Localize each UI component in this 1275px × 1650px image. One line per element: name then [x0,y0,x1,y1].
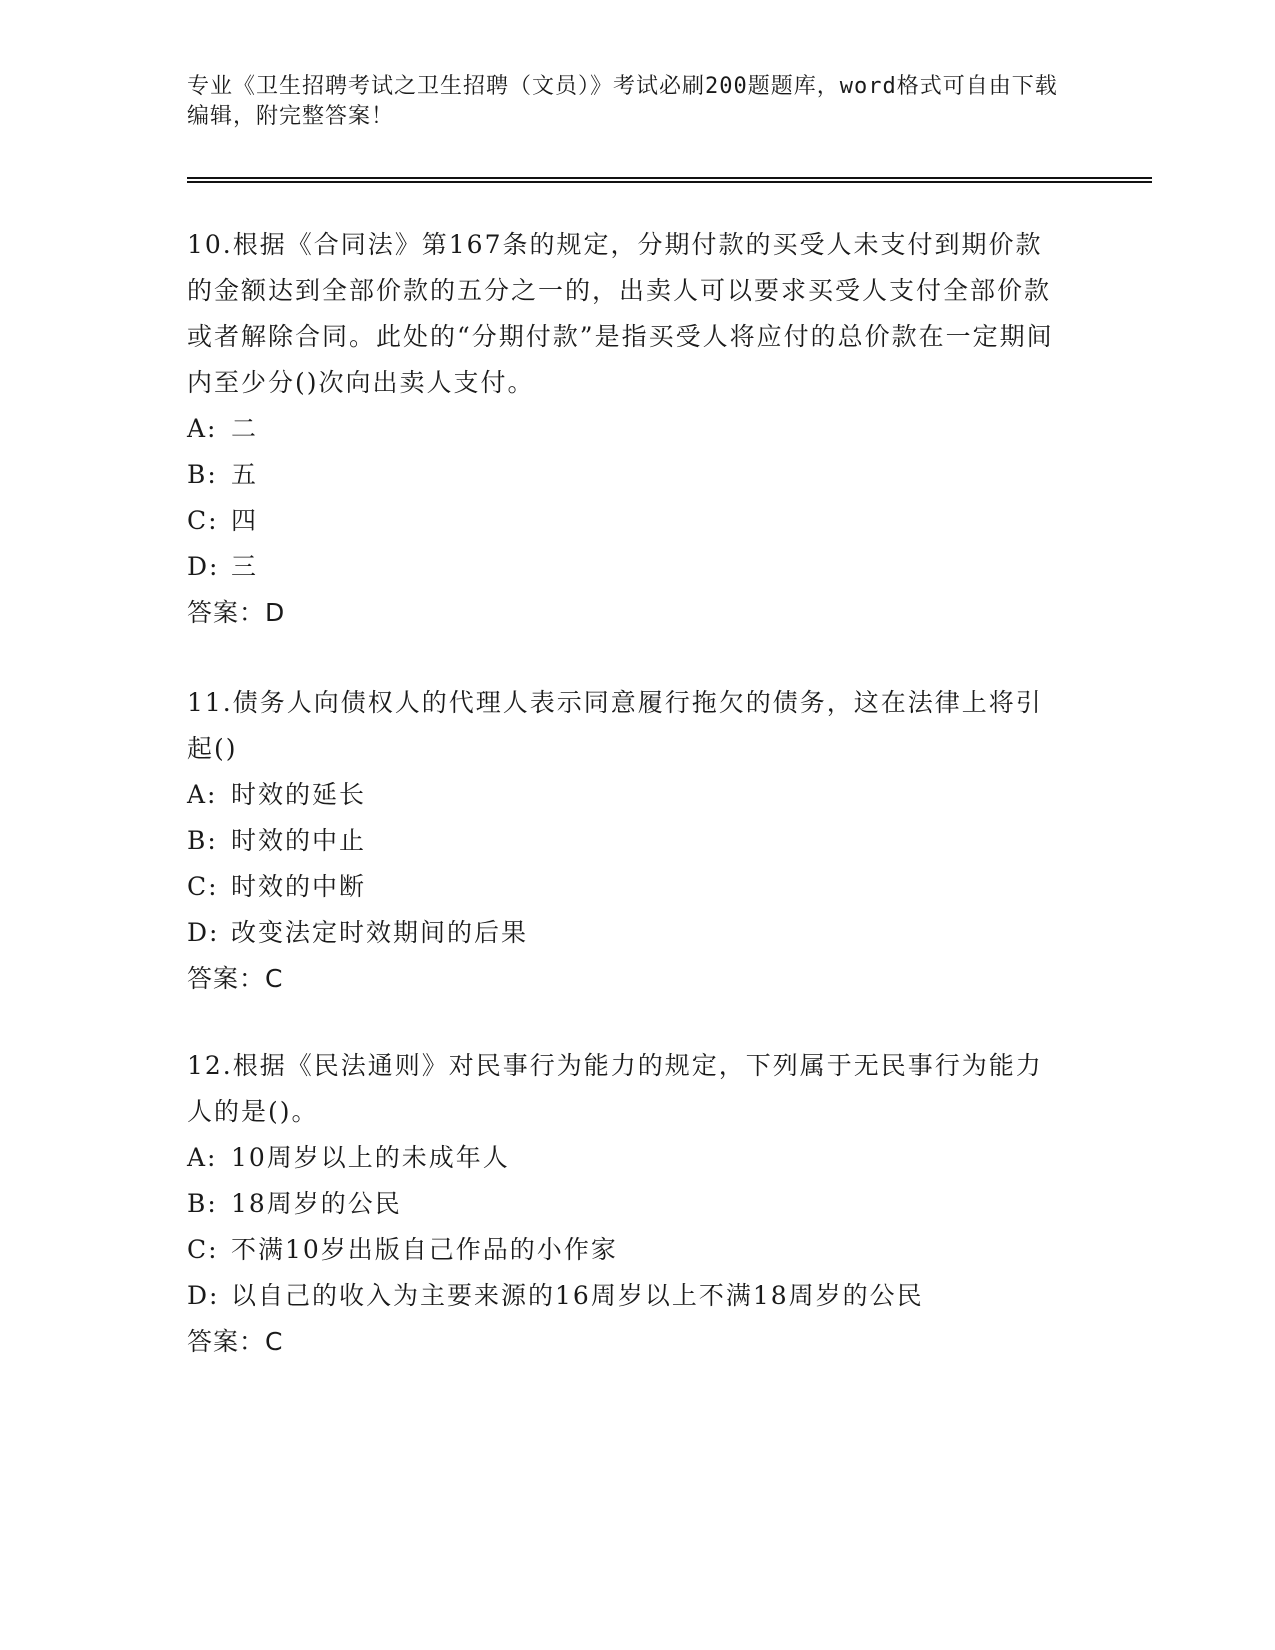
option-c [187,498,1067,544]
option-key: C: [187,872,219,901]
option-text: 以自己的收入为主要来源的16周岁以上不满18周岁的公民 [231,1281,924,1310]
option-key: B: [187,826,218,855]
option-text: 10周岁以上的未成年人 [231,1143,510,1172]
option-text: 二 [231,414,259,443]
option-d [187,1273,1067,1319]
option-c [187,1227,1067,1273]
option-text: 时效的延长 [231,780,367,809]
option-d [187,544,1067,590]
option-a [187,406,1067,452]
question-10 [187,222,1067,636]
option-d [187,910,1067,956]
question-12 [187,1043,1067,1365]
option-a [187,772,1067,818]
option-b [187,452,1067,498]
option-c [187,864,1067,910]
option-key: D: [187,918,220,947]
option-key: C: [187,506,219,535]
option-text: 三 [231,552,259,581]
option-key: C: [187,1235,219,1264]
option-text: 四 [231,506,259,535]
option-b [187,818,1067,864]
answer-label: 答案：C [187,964,284,993]
option-text: 五 [231,460,259,489]
header-divider-top [187,177,1152,179]
question-stem: 10.根据《合同法》第167条的规定，分期付款的买受人未支付到期价款的金额达到全部价款的五分之一的，出卖人可以要求买受人支付全部价款或者解除合同。此处的“分期付款”是指买受人将应付的总价款在一定期间内至少分()次向出卖人支付。 [187,230,1054,397]
header-divider-bottom [187,181,1152,183]
question-11 [187,680,1067,1002]
option-text: 时效的中断 [231,872,367,901]
option-text: 时效的中止 [231,826,367,855]
option-text: 改变法定时效期间的后果 [231,918,529,947]
option-text: 不满10岁出版自己作品的小作家 [231,1235,618,1264]
option-key: B: [187,460,218,489]
document-header: 专业《卫生招聘考试之卫生招聘（文员）》考试必刷200题题库，word格式可自由下载编辑，附完整答案！ [187,74,1058,129]
answer-label: 答案：D [187,598,286,627]
option-key: D: [187,1281,220,1310]
option-key: A: [187,780,218,809]
question-stem: 12.根据《民法通则》对民事行为能力的规定，下列属于无民事行为能力人的是()。 [187,1051,1043,1126]
option-key: D: [187,552,220,581]
question-stem: 11.债务人向债权人的代理人表示同意履行拖欠的债务，这在法律上将引起() [187,688,1043,763]
answer-label: 答案：C [187,1327,284,1356]
option-key: A: [187,1143,218,1172]
option-a [187,1135,1067,1181]
option-b [187,1181,1067,1227]
option-text: 18周岁的公民 [231,1189,402,1218]
option-key: B: [187,1189,218,1218]
option-key: A: [187,414,218,443]
